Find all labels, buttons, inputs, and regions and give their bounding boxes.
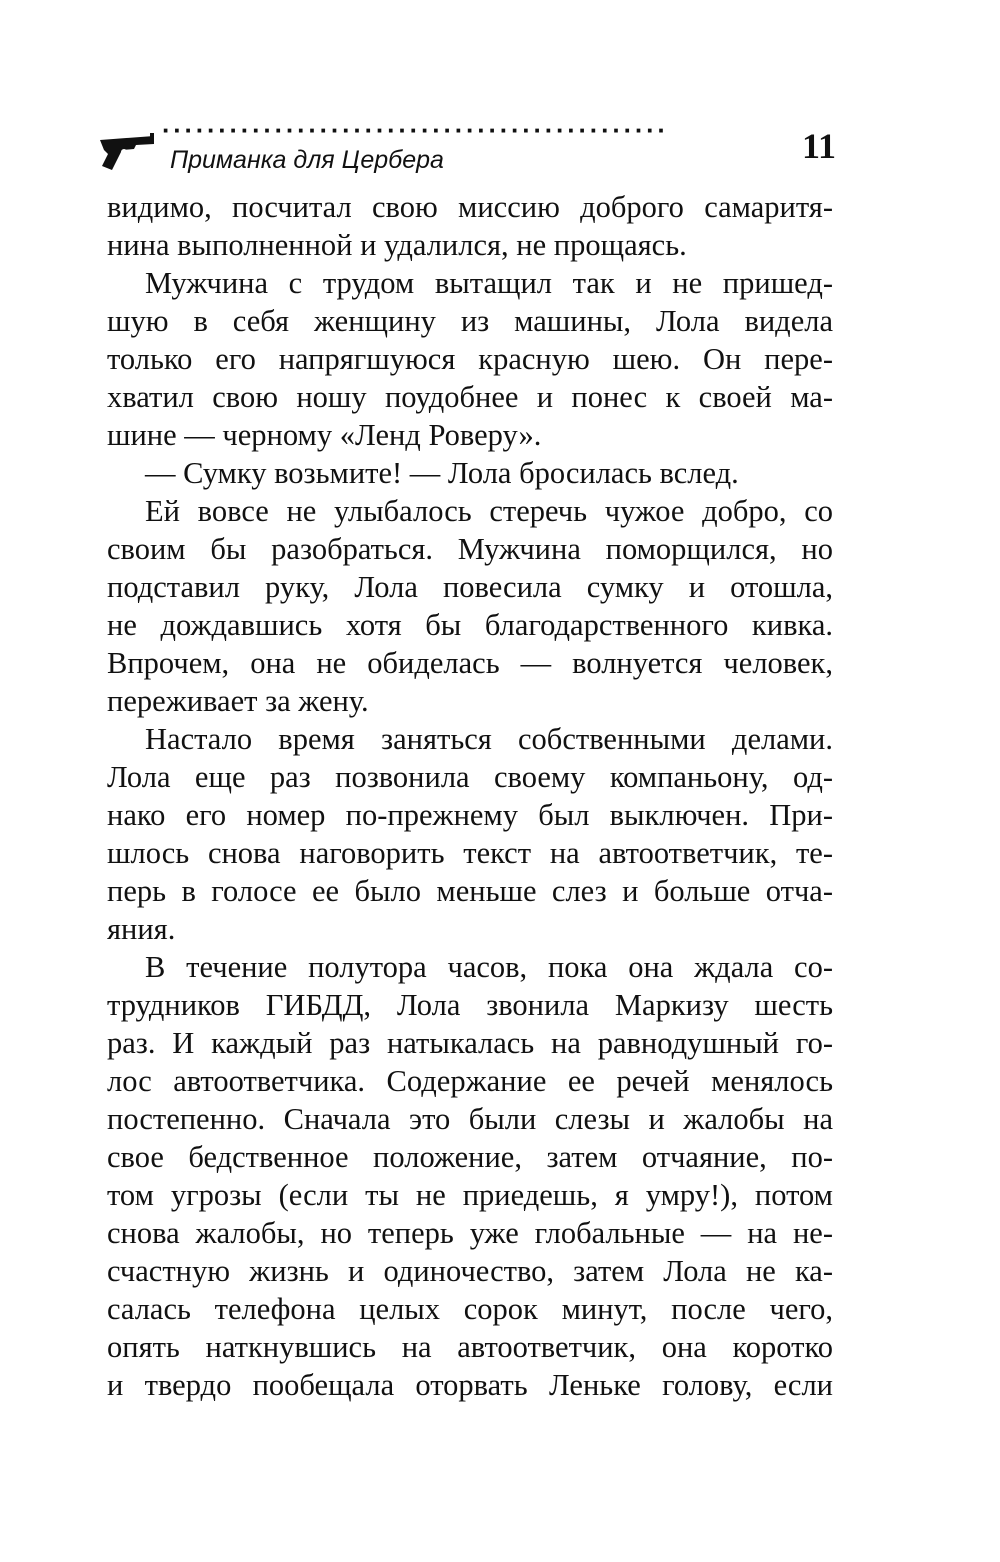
text-line: Мужчина с трудом вытащил так и не пришед- bbox=[145, 266, 833, 300]
text-line: том угрозы (если ты не приедешь, я умру!), потом bbox=[107, 1178, 833, 1212]
text-line: шую в себя женщину из машины, Лола видела bbox=[107, 304, 833, 338]
body-text bbox=[107, 188, 833, 1404]
text-line: Лола еще раз позвонила своему компаньону, од- bbox=[107, 760, 833, 794]
text-line: счастную жизнь и одиночество, затем Лола не ка- bbox=[107, 1254, 833, 1288]
text-line: шлось снова наговорить текст на автоответчик, те- bbox=[107, 836, 833, 870]
text-line: хватил свою ношу поудобнее и понес к своей ма- bbox=[107, 380, 833, 414]
text-line: нина выполненной и удалился, не прощаясь. bbox=[107, 228, 687, 262]
revolver-icon bbox=[96, 130, 158, 174]
text-line: опять наткнувшись на автоответчик, она коротко bbox=[107, 1330, 833, 1364]
text-line: видимо, посчитал свою миссию доброго самаритя- bbox=[107, 190, 833, 224]
text-line: Настало время заняться собственными делами. bbox=[145, 722, 833, 756]
text-line: постепенно. Сначала это были слезы и жалобы на bbox=[107, 1102, 833, 1136]
text-line: яния. bbox=[107, 912, 176, 946]
text-line: лос автоответчика. Содержание ее речей менялось bbox=[107, 1064, 833, 1098]
text-line: трудников ГИБДД, Лола звонила Маркизу шесть bbox=[107, 988, 833, 1022]
text-line: раз. И каждый раз натыкалась на равнодушный го- bbox=[107, 1026, 833, 1060]
text-line: шине — черному «Ленд Роверу». bbox=[107, 418, 542, 452]
page-number: 11 bbox=[801, 126, 836, 166]
text-line: Ей вовсе не улыбалось стеречь чужое добро, со bbox=[145, 494, 833, 528]
text-line: нако его номер по-прежнему был выключен. При- bbox=[107, 798, 833, 832]
text-line: не дождавшись хотя бы благодарственного кивка. bbox=[107, 608, 833, 642]
header-dot-leader: ············································· bbox=[162, 120, 669, 140]
text-line: свое бедственное положение, затем отчаяние, по- bbox=[107, 1140, 833, 1174]
text-line: своим бы разобраться. Мужчина поморщился, но bbox=[107, 532, 833, 566]
text-line: и твердо пообещала оторвать Леньке голову, если bbox=[107, 1368, 833, 1402]
running-header bbox=[96, 120, 836, 184]
text-line: — Сумку возьмите! — Лола бросилась вслед. bbox=[145, 456, 739, 490]
text-line: Впрочем, она не обиделась — волнуется человек, bbox=[107, 646, 833, 680]
text-line: перь в голосе ее было меньше слез и больше отча- bbox=[107, 874, 833, 908]
text-line: подставил руку, Лола повесила сумку и отошла, bbox=[107, 570, 833, 604]
text-line: снова жалобы, но теперь уже глобальные — на не- bbox=[107, 1216, 833, 1250]
text-line: салась телефона целых сорок минут, после чего, bbox=[107, 1292, 833, 1326]
book-title: Приманка для Цербера bbox=[170, 146, 444, 174]
text-line: только его напрягшуюся красную шею. Он пере- bbox=[107, 342, 833, 376]
text-line: переживает за жену. bbox=[107, 684, 369, 718]
text-line: В течение полутора часов, пока она ждала со- bbox=[145, 950, 833, 984]
